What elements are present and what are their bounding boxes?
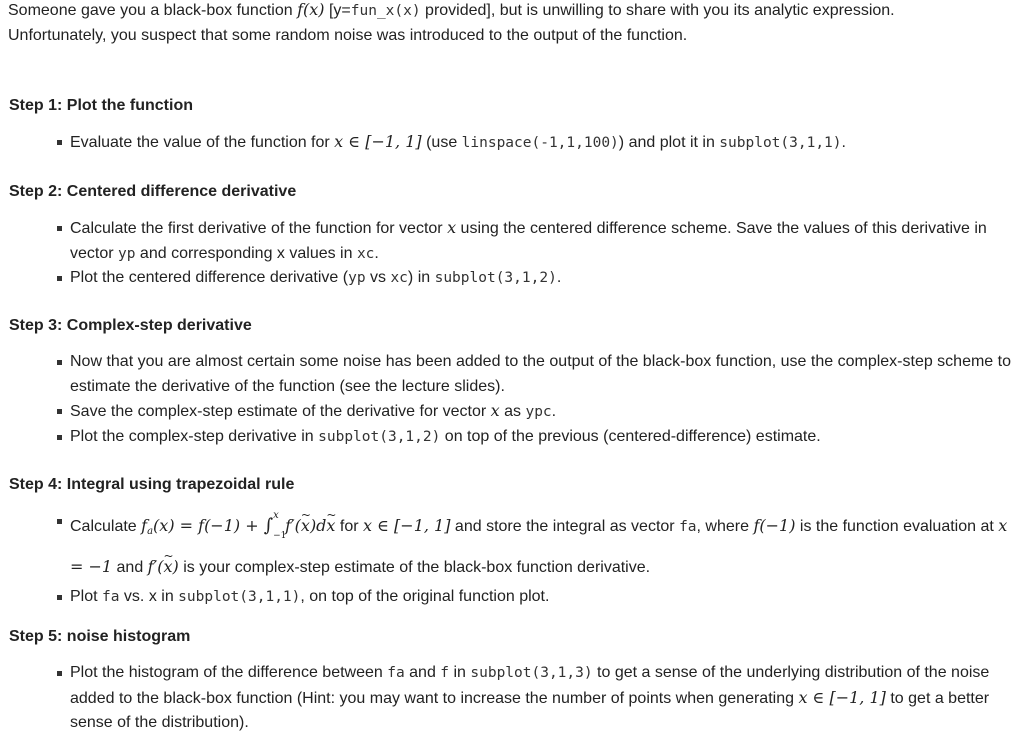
integral-sign: ∫ xyxy=(263,515,274,536)
step-4-title: Step 4: Integral using trapezoidal rule xyxy=(9,476,295,493)
code-fa: fa xyxy=(102,589,120,605)
list-item xyxy=(57,661,1019,736)
code-subplot: subplot(3,1,1) xyxy=(719,135,842,151)
text: and corresponding x values in xyxy=(135,244,357,262)
text: and xyxy=(112,558,148,576)
text: vs xyxy=(365,269,391,286)
text: Someone gave you a black-box function xyxy=(8,2,298,19)
code-linspace: linspace(-1,1,100) xyxy=(461,135,619,151)
code-yp: yp xyxy=(118,245,136,262)
math-xtilde: x ~ xyxy=(326,509,335,544)
step-1-list xyxy=(57,130,1019,156)
step-5-list xyxy=(57,661,1019,736)
step-4-list xyxy=(57,509,1019,610)
math-f-neg1: f(−1) xyxy=(753,516,796,535)
code-subplot: subplot(3,1,2) xyxy=(434,270,557,286)
intro-line-1 xyxy=(8,0,1018,24)
math-f: f xyxy=(141,516,148,535)
math-fprime: f′( xyxy=(285,516,301,535)
text: for xyxy=(335,518,364,535)
step-1-title: Step 1: Plot the function xyxy=(9,97,193,114)
math-x: x xyxy=(490,401,500,420)
code-ypc: ypc xyxy=(525,404,552,420)
text: Calculate the first derivative of the function for vector xyxy=(70,220,448,237)
text: and store the integral as vector xyxy=(450,518,680,535)
text: . xyxy=(841,134,846,151)
math-fprime: f′( xyxy=(147,556,164,576)
math-domain: x ∈ [−1, 1] xyxy=(363,516,451,535)
math-x-neg1: x = −1 xyxy=(70,516,1008,576)
text: . xyxy=(551,403,557,420)
text: , on top of the original function plot. xyxy=(300,588,550,605)
code-fa: fa xyxy=(679,519,697,535)
step-3-list xyxy=(57,350,1019,449)
integral-lower: −1 xyxy=(273,530,287,541)
math-xtilde: x ~ xyxy=(301,509,310,544)
text: is the function evaluation at xyxy=(795,518,999,535)
intro-line-2: Unfortunately, you suspect that some random noise was introduced to the output of the function. xyxy=(8,26,688,44)
list-item xyxy=(57,509,1019,585)
list-item xyxy=(57,266,1019,291)
list-item xyxy=(57,425,1019,450)
text: (use xyxy=(421,134,462,151)
code-fa: fa xyxy=(387,665,405,681)
code-xc: xc xyxy=(390,270,408,286)
code-subplot: subplot(3,1,2) xyxy=(318,428,441,445)
text: vs. x in xyxy=(119,588,179,605)
integral-upper: x xyxy=(273,509,279,521)
integral-limits xyxy=(273,509,287,541)
list-item xyxy=(57,216,1019,266)
step-5-title: Step 5: noise histogram xyxy=(9,628,191,645)
text: is your complex-step estimate of the black-box function derivative. xyxy=(178,558,651,576)
text: ) in xyxy=(407,269,435,286)
list-item: Now that you are almost certain some noise has been added to the output of the black-box function, use the complex-step scheme to estimate the derivative of the function (see the lecture slides). xyxy=(57,350,1019,399)
list-item xyxy=(57,399,1019,425)
list-item xyxy=(57,585,1019,610)
text: Plot xyxy=(70,588,103,605)
step-2-list xyxy=(57,216,1019,291)
code-fun-x: fun_x(x) xyxy=(350,3,421,19)
text: Plot the histogram of the difference between xyxy=(70,664,388,681)
text: Plot the centered difference derivative ( xyxy=(70,269,349,286)
text: , where xyxy=(696,518,754,535)
text: . xyxy=(556,269,562,286)
code-f: f xyxy=(440,665,450,681)
text: Calculate xyxy=(70,518,142,535)
math-domain: x ∈ [−1, 1] xyxy=(798,687,886,707)
math-paren: ) xyxy=(172,556,179,576)
text: and xyxy=(404,664,441,681)
text: ) and plot it in xyxy=(618,134,720,151)
text: Plot the complex-step derivative in xyxy=(70,427,319,445)
code-subplot: subplot(3,1,3) xyxy=(470,665,593,681)
code-xc: xc xyxy=(356,245,375,262)
step-3-title: Step 3: Complex-step derivative xyxy=(9,317,252,334)
text: [y= xyxy=(324,2,351,19)
intro xyxy=(8,0,1018,48)
math-f-neg1: f(−1) + xyxy=(198,516,264,535)
text: to get a better sense of the distribution). xyxy=(70,689,990,731)
math-fx: f(x) xyxy=(297,0,325,19)
code-subplot: subplot(3,1,1) xyxy=(178,589,301,605)
text: in xyxy=(449,664,471,681)
text: as xyxy=(499,403,526,420)
step-2-title: Step 2: Centered difference derivative xyxy=(9,183,297,200)
text: provided], but is unwilling to share with you its analytic expression. xyxy=(420,2,895,19)
math-dx: )d xyxy=(309,516,327,535)
text: Save the complex-step estimate of the derivative for vector xyxy=(70,403,491,420)
list-item xyxy=(57,130,1019,156)
text: on top of the previous (centered-difference) estimate. xyxy=(440,427,821,445)
math-x: x xyxy=(447,218,457,237)
text: . xyxy=(374,244,379,262)
math-xtilde: x ~ xyxy=(163,550,172,585)
text: Evaluate the value of the function for xyxy=(70,134,335,151)
text: to get a sense of the underlying distribution of the noise added to the black-box function (Hint: you may want to increase the number of points when generating xyxy=(70,664,990,707)
math-equals: (x) = xyxy=(153,516,199,535)
math-domain: x ∈ [−1, 1] xyxy=(334,132,422,151)
text: using the centered difference scheme. Save the values of this derivative in vector xyxy=(70,220,987,262)
code-yp: yp xyxy=(348,270,366,286)
math-subscript: a xyxy=(147,526,154,537)
